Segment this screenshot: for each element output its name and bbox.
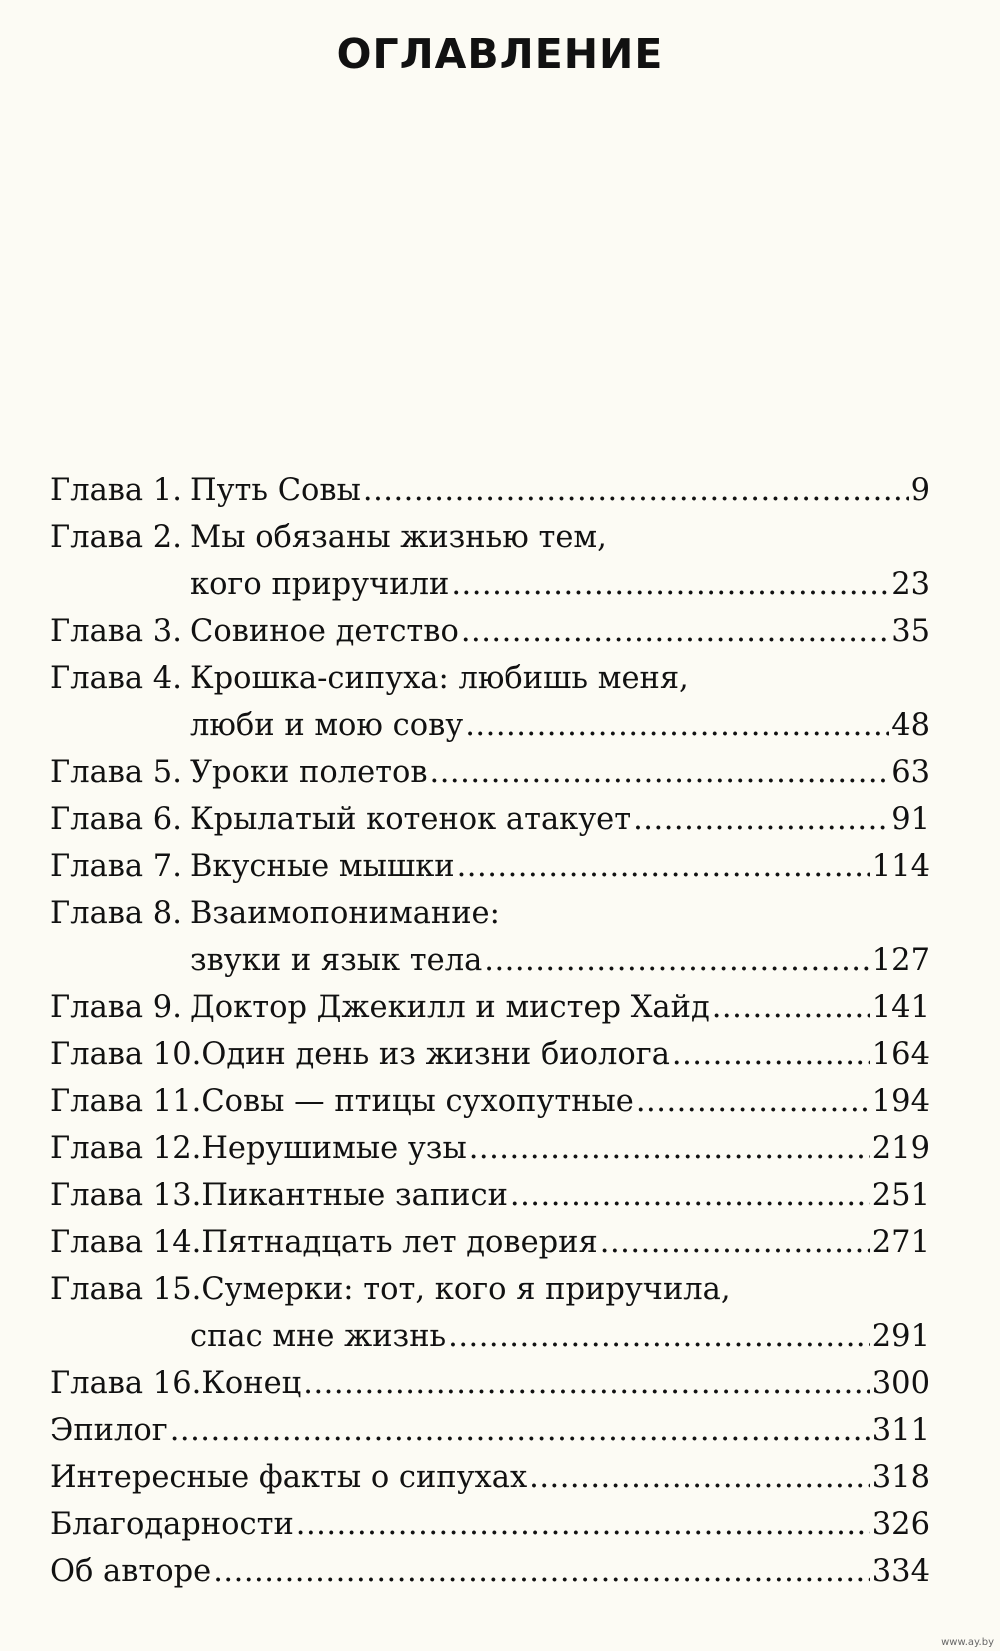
chapter-title: спас мне жизнь [190,1319,447,1354]
dot-leader [529,1454,870,1501]
dot-leader [451,561,889,608]
chapter-title: Пикантные записи [201,1178,508,1213]
toc-entry-line [50,1172,930,1219]
chapter-number: Глава 2. [50,520,182,555]
chapter-title: Совиное детство [190,614,459,649]
chapter-number: Глава 8. [50,896,182,931]
dot-leader [170,1407,870,1454]
chapter-title: Нерушимые узы [201,1131,467,1166]
chapter-title: люби и мою сову [190,708,464,743]
toc-entry-line [50,890,930,937]
dot-leader [633,796,889,843]
page-number: 35 [891,614,930,649]
chapter-title: Уроки полетов [190,755,428,790]
page-number: 271 [871,1225,930,1260]
dot-leader [461,608,889,655]
page-number: 291 [871,1319,930,1354]
page-number: 326 [871,1507,930,1542]
toc-entry-line [50,1548,930,1595]
page-number: 318 [871,1460,930,1495]
chapter-title: Совы — птицы сухопутные [201,1084,634,1119]
table-of-contents [50,467,930,1595]
chapter-title: Сумерки: тот, кого я приручила, [201,1272,731,1307]
chapter-number: Глава 1. [50,473,182,508]
page-number: 63 [891,755,930,790]
chapter-number: Глава 12. [50,1131,202,1166]
page-number: 300 [871,1366,930,1401]
page-number: 9 [910,473,930,508]
toc-entry-line [50,1125,930,1172]
chapter-title: Взаимопонимание: [190,896,500,931]
chapter-title: Об авторе [50,1554,212,1589]
dot-leader [672,1031,870,1078]
toc-entry-line [50,796,930,843]
toc-entry-line [50,467,930,514]
chapter-number: Глава 5. [50,755,182,790]
chapter-title: Эпилог [50,1413,168,1448]
toc-entry-line [50,1031,930,1078]
chapter-title: Один день из жизни биолога [201,1037,670,1072]
toc-entry-line [50,1360,930,1407]
chapter-title: звуки и язык тела [190,943,483,978]
dot-leader [303,1360,870,1407]
page-number: 48 [891,708,930,743]
page-number: 23 [891,567,930,602]
chapter-number: Глава 10. [50,1037,202,1072]
page-number: 114 [871,849,930,884]
chapter-title: Интересные факты о сипухах [50,1460,528,1495]
chapter-title: Мы обязаны жизнью тем, [190,520,607,555]
chapter-number: Глава 13. [50,1178,202,1213]
dot-leader [430,749,890,796]
toc-entry-line [50,1266,930,1313]
chapter-title: кого приручили [190,567,450,602]
toc-entry-line [50,1501,930,1548]
page-number: 164 [871,1037,930,1072]
dot-leader [636,1078,870,1125]
toc-entry-line [50,608,930,655]
chapter-number: Глава 15. [50,1272,202,1307]
page-number: 334 [871,1554,930,1589]
toc-entry-line [50,1407,930,1454]
page-number: 141 [871,990,930,1025]
dot-leader [457,843,870,890]
toc-entry-line [50,843,930,890]
page-number: 194 [871,1084,930,1119]
chapter-title: Вкусные мышки [190,849,455,884]
toc-entry-line [50,937,930,984]
chapter-number: Глава 3. [50,614,182,649]
toc-entry-line [50,1313,930,1360]
toc-entry-line [50,1078,930,1125]
chapter-number: Глава 9. [50,990,182,1025]
page-number: 219 [871,1131,930,1166]
dot-leader [363,467,909,514]
chapter-title: Пятнадцать лет доверия [201,1225,598,1260]
watermark: www.ay.by [941,1637,994,1648]
dot-leader [600,1219,870,1266]
chapter-number: Глава 7. [50,849,182,884]
toc-entry-line [50,655,930,702]
chapter-number: Глава 11. [50,1084,202,1119]
toc-entry-line [50,702,930,749]
chapter-title: Крылатый котенок атакует [190,802,632,837]
page-number: 251 [871,1178,930,1213]
page-number: 127 [871,943,930,978]
dot-leader [469,1125,870,1172]
toc-entry-line [50,1219,930,1266]
toc-entry-line [50,1454,930,1501]
toc-entry-line [50,749,930,796]
dot-leader [296,1501,870,1548]
dot-leader [465,702,889,749]
toc-entry-line [50,984,930,1031]
dot-leader [213,1548,870,1595]
dot-leader [448,1313,870,1360]
chapter-title: Крошка-сипуха: любишь меня, [190,661,689,696]
chapter-title: Конец [201,1366,302,1401]
dot-leader [510,1172,870,1219]
chapter-number: Глава 14. [50,1225,202,1260]
page-title: ОГЛАВЛЕНИЕ [336,30,664,78]
chapter-number: Глава 16. [50,1366,202,1401]
chapter-title: Путь Совы [190,473,361,508]
chapter-title: Благодарности [50,1507,294,1542]
dot-leader [712,984,870,1031]
page-number: 91 [891,802,930,837]
toc-entry-line [50,561,930,608]
page-number: 311 [871,1413,930,1448]
chapter-title: Доктор Джекилл и мистер Хайд [190,990,710,1025]
chapter-number: Глава 4. [50,661,182,696]
toc-entry-line [50,514,930,561]
chapter-number: Глава 6. [50,802,182,837]
dot-leader [484,937,870,984]
